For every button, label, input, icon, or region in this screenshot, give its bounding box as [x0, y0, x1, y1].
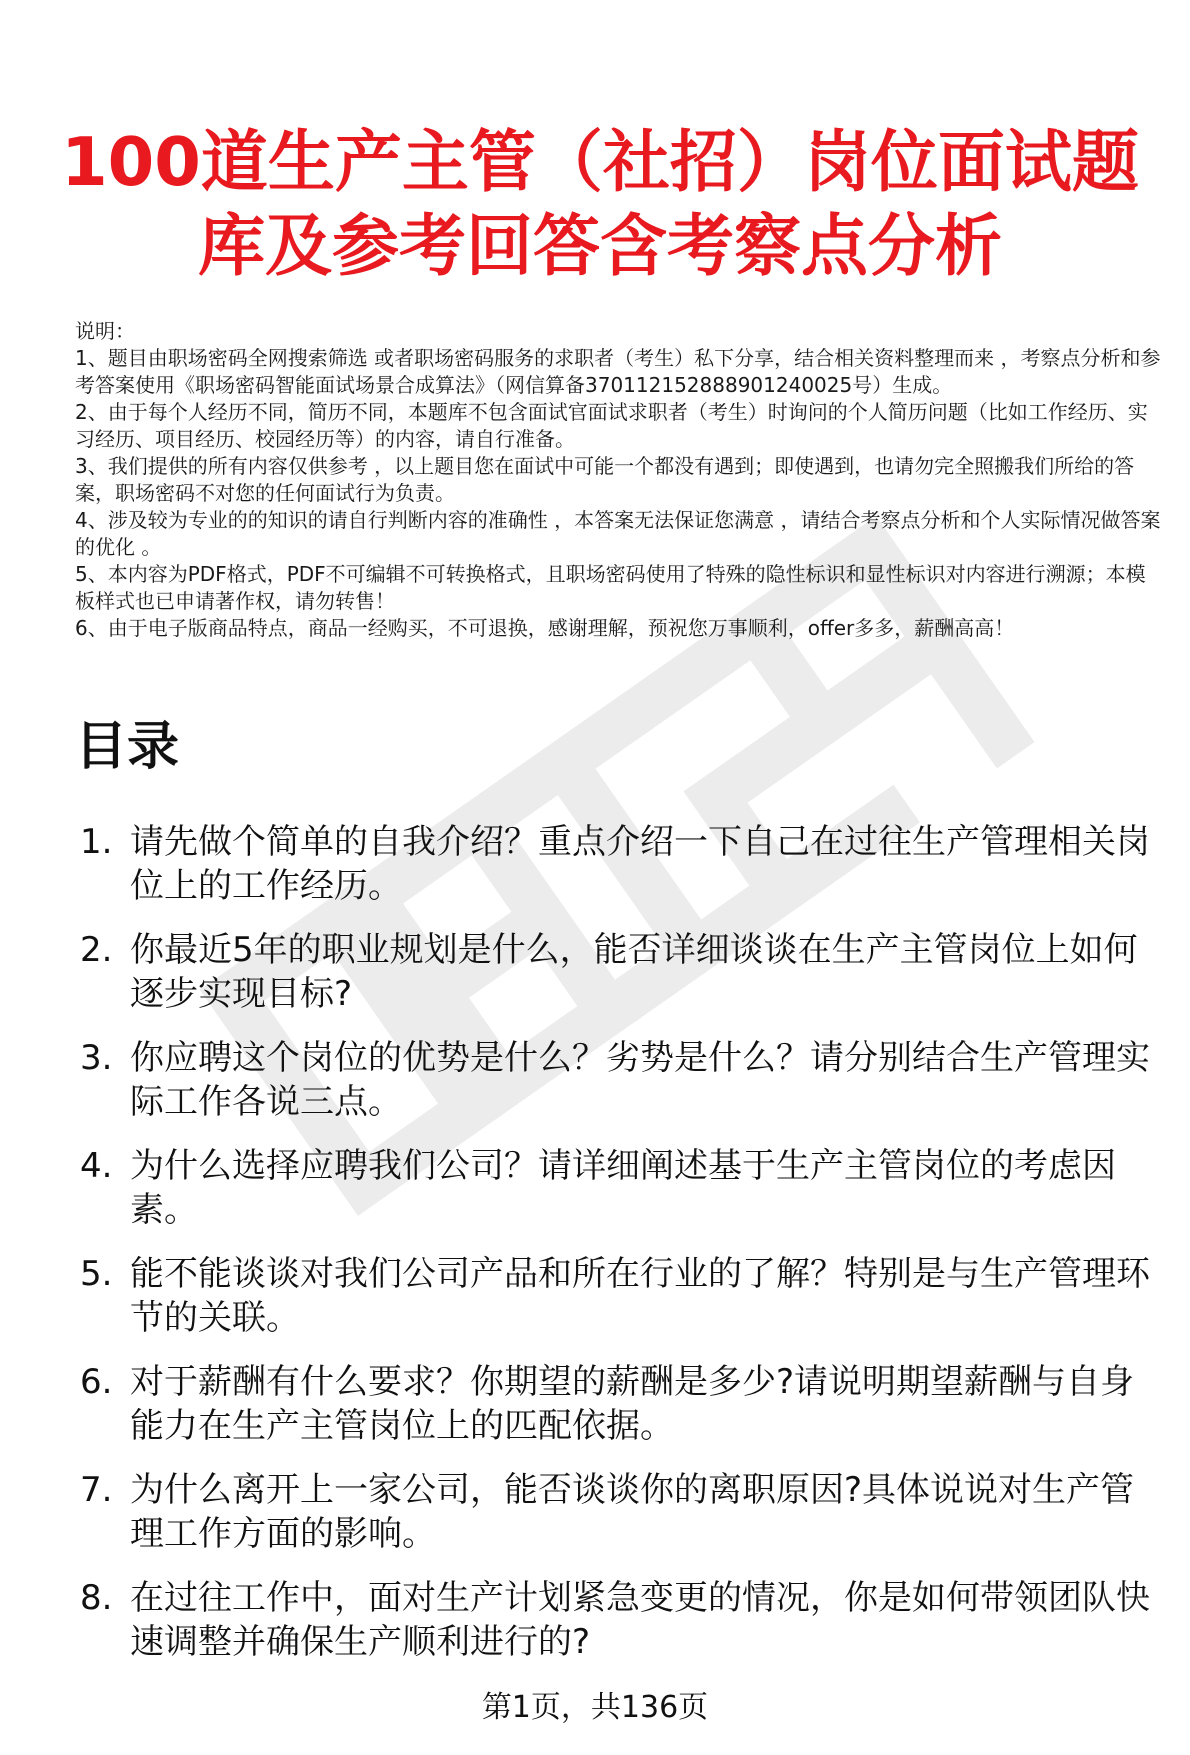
- toc-item: [75, 1360, 1165, 1448]
- toc-list: [75, 820, 1165, 1684]
- toc-item-text: 对于薪酬有什么要求？你期望的薪酬是多少?请说明期望薪酬与自身能力在生产主管岗位上的匹配依据。: [130, 1362, 1135, 1446]
- toc-item-text: 你最近5年的职业规划是什么，能否详细谈谈在生产主管岗位上如何逐步实现目标?: [130, 930, 1138, 1014]
- toc-item-number: 7.: [80, 1470, 113, 1510]
- title-line-1: 100道生产主管（社招）岗位面试题: [61, 123, 1139, 201]
- note-item: 4、涉及较为专业的的知识的请自行判断内容的准确性 ，本答案无法保证您满意 ，请结合考察点分析和个人实际情况做答案的优化 。: [75, 508, 1161, 559]
- toc-item-number: 3.: [80, 1038, 113, 1078]
- toc-item-number: 5.: [80, 1254, 113, 1294]
- title-line-2: 库及参考回答含考察点分析: [198, 207, 1002, 285]
- toc-item-number: 2.: [80, 930, 113, 970]
- toc-item: [75, 1036, 1165, 1124]
- toc-item: [75, 928, 1165, 1016]
- notes-section: [75, 318, 1165, 642]
- toc-item: [75, 1468, 1165, 1556]
- toc-item-number: 8.: [80, 1578, 113, 1618]
- toc-item-text: 为什么选择应聘我们公司？请详细阐述基于生产主管岗位的考虑因素。: [130, 1146, 1116, 1230]
- toc-item-text: 你应聘这个岗位的优势是什么？劣势是什么？请分别结合生产管理实际工作各说三点。: [130, 1038, 1150, 1122]
- toc-heading: 目录: [75, 717, 180, 777]
- note-item: 5、本内容为PDF格式，PDF不可编辑不可转换格式，且职场密码使用了特殊的隐性标识和显性标识对内容进行溯源；本模板样式也已申请著作权，请勿转售！: [75, 562, 1146, 613]
- toc-item-number: 1.: [80, 822, 113, 862]
- toc-item: [75, 1144, 1165, 1232]
- toc-item-text: 为什么离开上一家公司，能否谈谈你的离职原因?具体说说对生产管理工作方面的影响。: [130, 1470, 1135, 1554]
- toc-item-number: 6.: [80, 1362, 113, 1402]
- toc-item: [75, 820, 1165, 908]
- toc-item-number: 4.: [80, 1146, 113, 1186]
- toc-item: [75, 1252, 1165, 1340]
- toc-item-text: 能不能谈谈对我们公司产品和所在行业的了解？特别是与生产管理环节的关联。: [130, 1254, 1150, 1338]
- note-item: 2、由于每个人经历不同，简历不同，本题库不包含面试官面试求职者（考生）时询问的个人简历问题（比如工作经历、实习经历、项目经历、校园经历等）的内容，请自行准备。: [75, 400, 1148, 451]
- toc-item: [75, 1576, 1165, 1664]
- toc-item-text: 在过往工作中，面对生产计划紧急变更的情况，你是如何带领团队快速调整并确保生产顺利进行的?: [130, 1578, 1150, 1662]
- toc-item-text: 请先做个简单的自我介绍？重点介绍一下自己在过往生产管理相关岗位上的工作经历。: [130, 822, 1150, 906]
- notes-heading: 说明：: [75, 319, 135, 343]
- note-item: 6、由于电子版商品特点，商品一经购买，不可退换，感谢理解，预祝您万事顺利，offer多多，薪酬高高！: [75, 616, 1015, 640]
- page-number: 第1页，共136页: [481, 1690, 709, 1725]
- document-title: [60, 120, 1140, 288]
- note-item: 1、题目由职场密码全网搜索筛选 或者职场密码服务的求职者（考生）私下分享，结合相关资料整理而来 ，考察点分析和参考答案使用《职场密码智能面试场景合成算法》（网信算备370112152888901240025号）生成。: [75, 346, 1161, 397]
- note-item: 3、我们提供的所有内容仅供参考 ，以上题目您在面试中可能一个都没有遇到；即使遇到，也请勿完全照搬我们所给的答案，职场密码不对您的任何面试行为负责。: [75, 454, 1135, 505]
